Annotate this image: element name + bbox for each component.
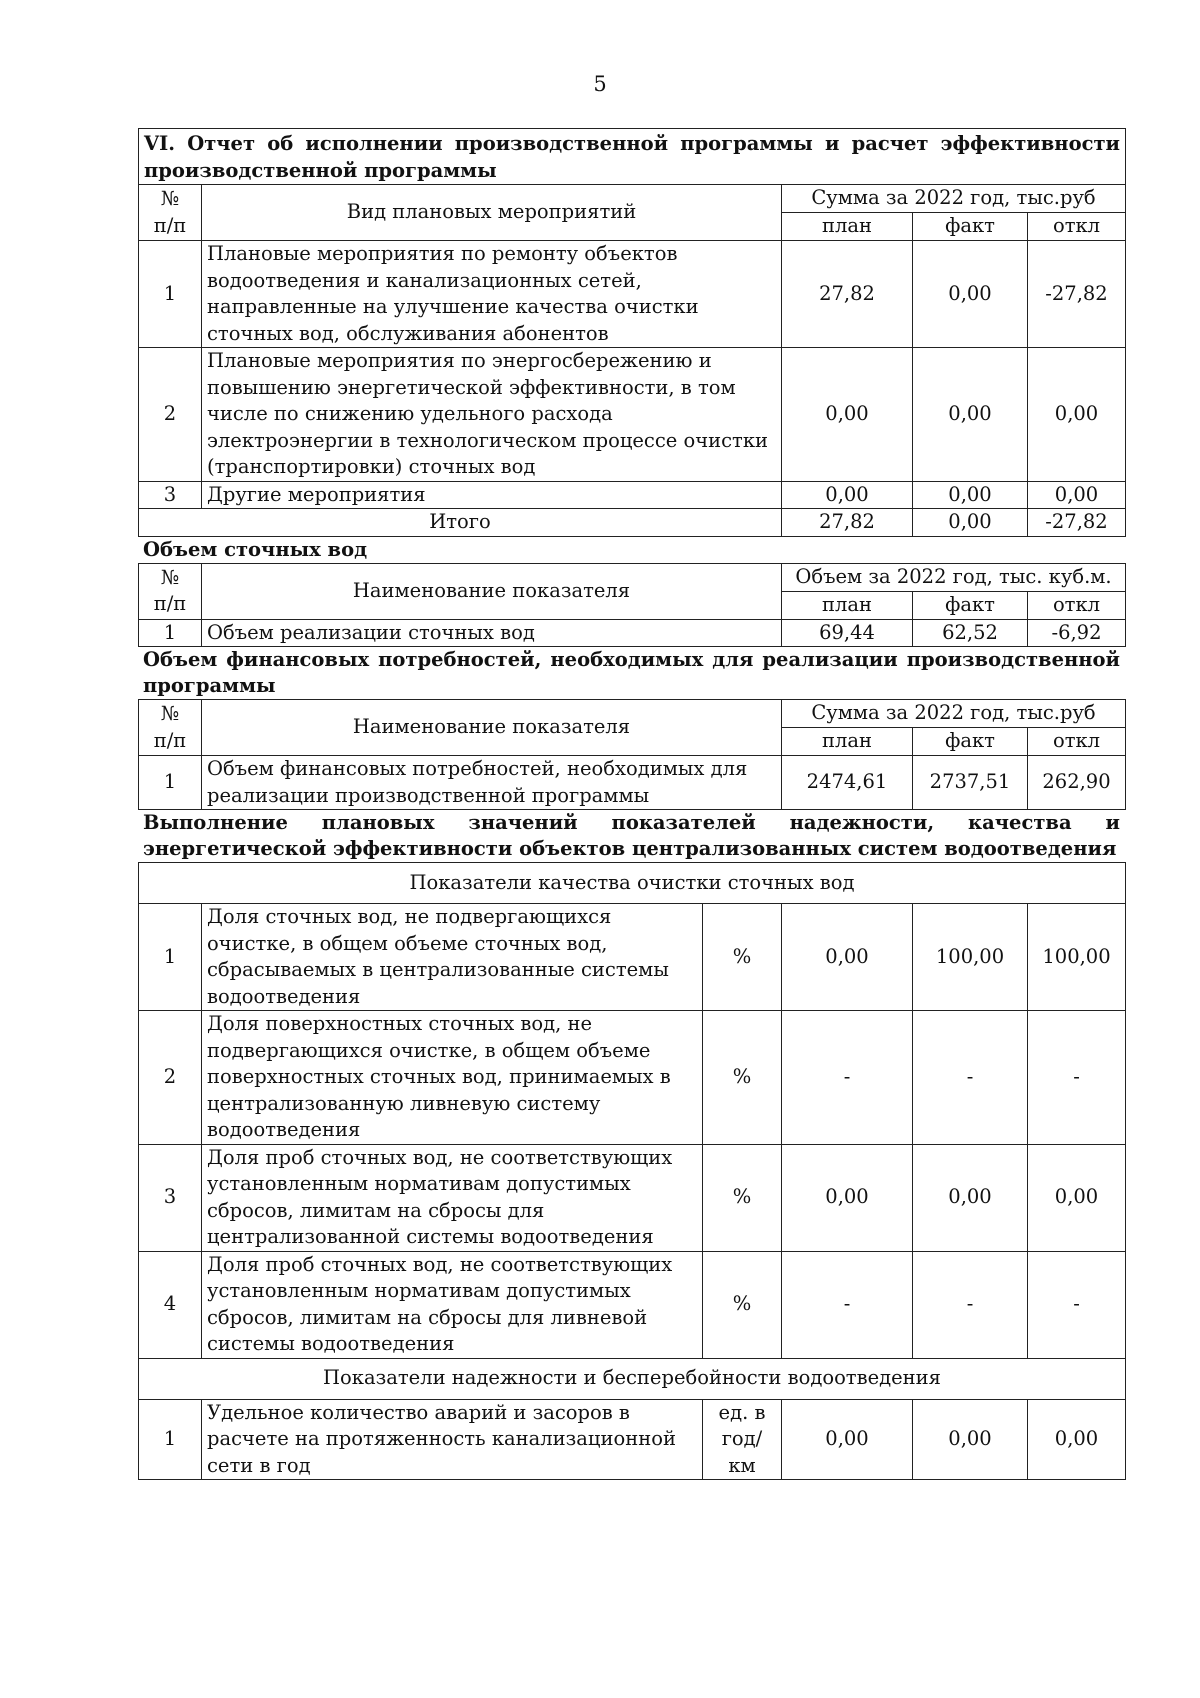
financial-needs-table: [138, 699, 1126, 810]
table-row: 1 Доля сточных вод, не подвергающихся очистке, в общем объеме сточных вод, сбрасываемых в централизованные системы водоотведения % 0,00 100,00 100,00: [139, 904, 1126, 1011]
heading-indicators: Выполнение плановых значений показателей надежности, качества и энергетической эффективности объектов централизованных систем водоотведения: [143, 811, 1120, 860]
total-label: Итого: [139, 509, 782, 537]
indicators-table: [138, 862, 1126, 1480]
column-header-name: Наименование показателя: [202, 563, 782, 619]
table-row: 2 Плановые мероприятия по энергосбережению и повышению энергетической эффективности, в том числе по снижению удельного расхода электроэнергии в технологическом процессе очистки (транспортировки) сточных вод 0,00 0,00 0,00: [139, 348, 1126, 482]
column-header-deviation: откл: [1028, 213, 1126, 241]
wastewater-volume-table: [138, 563, 1126, 648]
column-header-sum: Сумма за 2022 год, тыс.руб: [782, 700, 1126, 728]
section-title: VI. Отчет об исполнении производственной программы и расчет эффективности производственной программы: [139, 129, 1126, 185]
table-row: 4 Доля проб сточных вод, не соответствующих установленным нормативам допустимых сбросов, лимитам на сбросы для ливневой системы водоотведения % - - -: [139, 1251, 1126, 1358]
section-quality-indicators: Показатели качества очистки сточных вод: [139, 863, 1126, 904]
column-header-fact: факт: [913, 591, 1028, 619]
column-header-name: Наименование показателя: [202, 700, 782, 756]
table-row: 1 Объем реализации сточных вод 69,44 62,52 -6,92: [139, 619, 1126, 647]
column-header-plan: план: [782, 213, 913, 241]
column-header-number: № п/п: [139, 563, 202, 619]
page-number: 5: [593, 72, 607, 96]
column-header-fact: факт: [913, 213, 1028, 241]
column-header-name: Вид плановых мероприятий: [202, 185, 782, 241]
table-row: 1 Удельное количество аварий и засоров в расчете на протяженность канализационной сети в год ед. в год/ км 0,00 0,00 0,00: [139, 1399, 1126, 1480]
column-header-plan: план: [782, 591, 913, 619]
heading-financial-needs: Объем финансовых потребностей, необходимых для реализации производственной программы: [143, 648, 1120, 697]
table-row: 1 Объем финансовых потребностей, необходимых для реализации производственной программы 2474,61 2737,51 262,90: [139, 756, 1126, 810]
column-header-plan: план: [782, 728, 913, 756]
column-header-fact: факт: [913, 728, 1028, 756]
column-header-deviation: откл: [1028, 591, 1126, 619]
column-header-deviation: откл: [1028, 728, 1126, 756]
column-header-number: № п/п: [139, 185, 202, 241]
table-row: 3 Другие мероприятия 0,00 0,00 0,00: [139, 481, 1126, 509]
table-row: 3 Доля проб сточных вод, не соответствующих установленным нормативам допустимых сбросов, лимитам на сбросы для централизованной системы водоотведения % 0,00 0,00 0,00: [139, 1144, 1126, 1251]
table-row: 1 Плановые мероприятия по ремонту объектов водоотведения и канализационных сетей, направленные на улучшение качества очистки сточных вод, обслуживания абонентов 27,82 0,00 -27,82: [139, 241, 1126, 348]
column-header-volume: Объем за 2022 год, тыс. куб.м.: [782, 563, 1126, 591]
heading-wastewater-volume: Объем сточных вод: [143, 537, 368, 561]
page-content: [138, 128, 1125, 1480]
column-header-number: № п/п: [139, 700, 202, 756]
total-row: Итого 27,82 0,00 -27,82: [139, 509, 1126, 537]
activities-table: [138, 128, 1126, 537]
section-reliability-indicators: Показатели надежности и бесперебойности водоотведения: [139, 1358, 1126, 1399]
table-row: 2 Доля поверхностных сточных вод, не подвергающихся очистке, в общем объеме поверхностных сточных вод, принимаемых в централизованную ливневую систему водоотведения % - - -: [139, 1011, 1126, 1145]
column-header-sum: Сумма за 2022 год, тыс.руб: [782, 185, 1126, 213]
